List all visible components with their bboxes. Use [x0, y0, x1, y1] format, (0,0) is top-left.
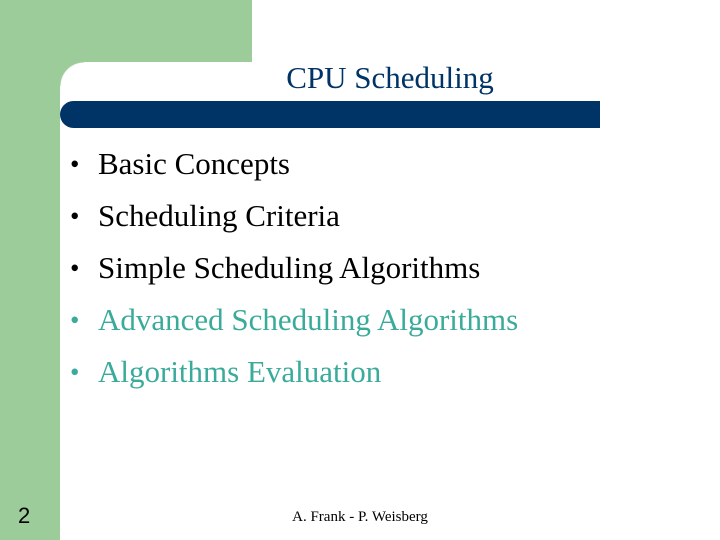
sidebar-decoration [0, 0, 60, 540]
page-number: 2 [18, 503, 31, 528]
bullet-item [70, 242, 518, 294]
bullet-item [70, 346, 518, 398]
bullet-text: Scheduling Criteria [98, 198, 340, 233]
bullet-text: Simple Scheduling Algorithms [98, 250, 481, 285]
bullet-icon: • [70, 357, 80, 387]
slide-title: CPU Scheduling [286, 60, 494, 95]
bullet-icon: • [70, 253, 80, 283]
bullet-text: Algorithms Evaluation [98, 354, 382, 389]
footer-credit: A. Frank - P. Weisberg [292, 509, 428, 525]
corner-decoration [60, 0, 252, 62]
bullet-icon: • [70, 149, 80, 179]
bullet-list [70, 138, 518, 398]
bullet-text: Basic Concepts [98, 146, 290, 181]
bullet-icon: • [70, 305, 80, 335]
title-bar [60, 101, 600, 128]
bullet-item [70, 190, 518, 242]
bullet-item [70, 294, 518, 346]
bullet-item [70, 138, 518, 190]
corner-curve-decoration [60, 62, 84, 86]
bullet-icon: • [70, 201, 80, 231]
bullet-text: Advanced Scheduling Algorithms [98, 302, 519, 337]
